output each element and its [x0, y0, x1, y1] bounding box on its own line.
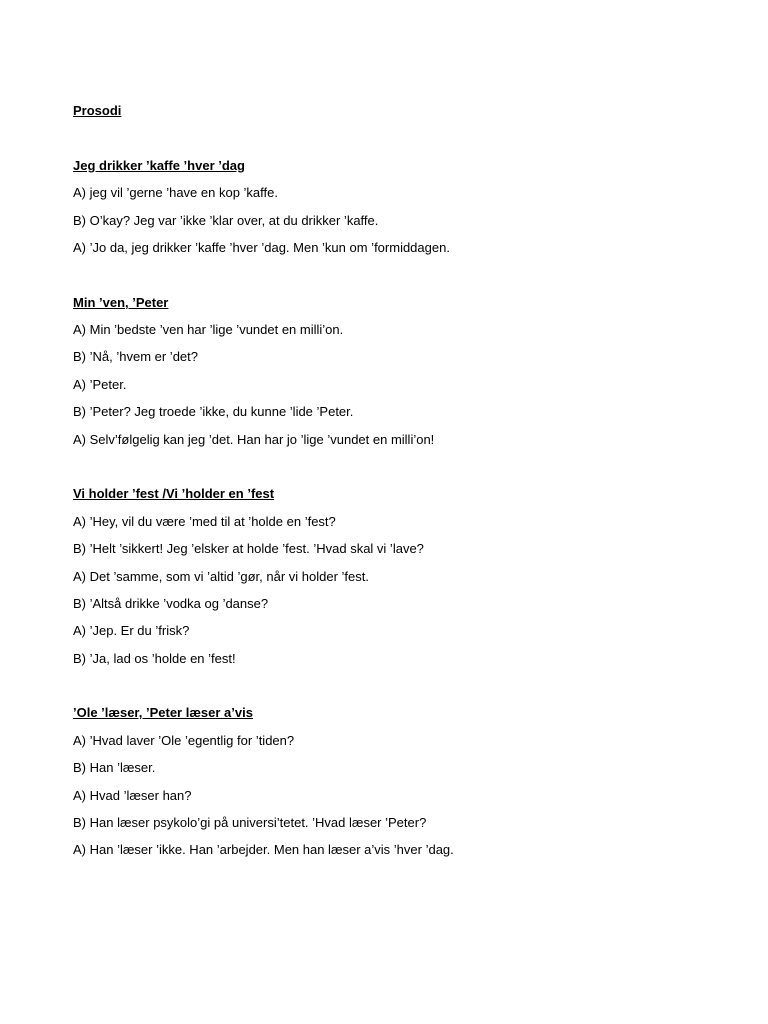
document-title: Prosodi — [73, 103, 122, 118]
dialogue-line: A) Hvad ’læser han? — [73, 788, 192, 803]
dialogue-line: A) jeg vil ’gerne ’have en kop ’kaffe. — [73, 185, 278, 200]
dialogue-line: A) ’Peter. — [73, 377, 127, 392]
dialogue-line: A) ’Hey, vil du være ’med til at ’holde en ’fest? — [73, 514, 336, 529]
dialogue-line: A) Selv’følgelig kan jeg ’det. Han har jo ’lige ’vundet en milli’on! — [73, 432, 435, 447]
section-heading: Min ’ven, ’Peter — [73, 295, 169, 310]
section-heading: Jeg drikker ’kaffe ’hver ’dag — [73, 158, 245, 173]
dialogue-line: B) ’Helt ’sikkert! Jeg ’elsker at holde ’fest. ’Hvad skal vi ’lave? — [73, 541, 424, 556]
dialogue-line: B) ’Peter? Jeg troede ’ikke, du kunne ’lide ’Peter. — [73, 404, 354, 419]
dialogue-line: B) O’kay? Jeg var ’ikke ’klar over, at du drikker ’kaffe. — [73, 213, 379, 228]
dialogue-line: A) Han ’læser ’ikke. Han ’arbejder. Men han læser a’vis ’hver ’dag. — [73, 842, 454, 857]
dialogue-line: B) ’Ja, lad os ’holde en ’fest! — [73, 651, 236, 666]
dialogue-line: A) ’Jo da, jeg drikker ’kaffe ’hver ’dag. Men ’kun om ’formiddagen. — [73, 240, 450, 255]
dialogue-line: B) Han ’læser. — [73, 760, 156, 775]
dialogue-line: A) Min ’bedste ’ven har ’lige ’vundet en milli’on. — [73, 322, 344, 337]
dialogue-line: B) Han læser psykolo’gi på universi’tetet. ’Hvad læser ’Peter? — [73, 815, 427, 830]
dialogue-line: A) ’Jep. Er du ’frisk? — [73, 623, 190, 638]
dialogue-line: B) ’Altså drikke ’vodka og ’danse? — [73, 596, 269, 611]
section-heading: ’Ole ’læser, ’Peter læser a’vis — [73, 705, 253, 720]
section-heading: Vi holder ’fest /Vi ’holder en ’fest — [73, 486, 275, 501]
dialogue-line: A) ’Hvad laver ’Ole ’egentlig for ’tiden? — [73, 733, 295, 748]
dialogue-line: A) Det ’samme, som vi ’altid ’gør, når vi holder ’fest. — [73, 569, 369, 584]
dialogue-line: B) ’Nå, ’hvem er ’det? — [73, 349, 198, 364]
